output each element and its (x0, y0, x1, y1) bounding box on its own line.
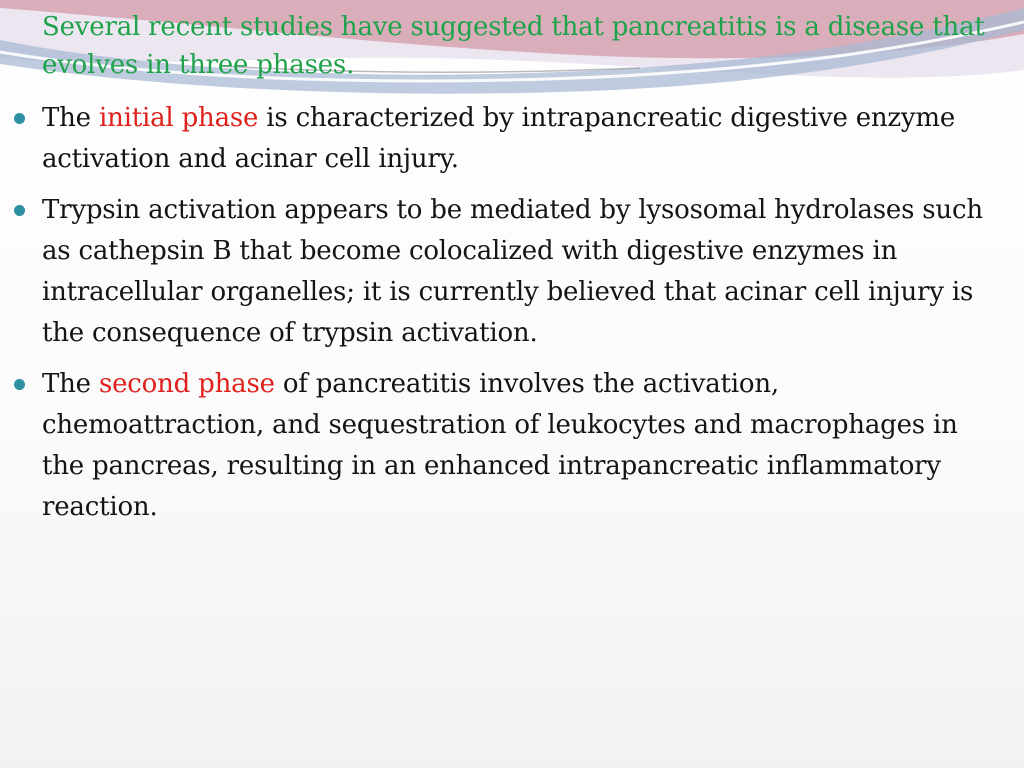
bullet-item-initial-phase (0, 98, 1024, 180)
slide-lead-text: Several recent studies have suggested that pancreatitis is a disease that evolves in three phases. (42, 12, 985, 80)
bullet-dot-icon (14, 379, 25, 390)
slide-content (0, 8, 1024, 538)
bullet-text-before: The (42, 369, 99, 399)
bullet-list (0, 98, 1024, 528)
bullet-text-after: is characterized by intrapancreatic digestive enzyme activation and acinar cell injury. (42, 103, 956, 174)
bullet-text-before: The (42, 103, 99, 133)
bullet-text-after: of pancreatitis involves the activation, chemoattraction, and sequestration of leukocytes and macrophages in the pancreas, resulting in an enhanced intrapancreatic inflammatory reaction. (42, 369, 958, 522)
highlight-second-phase: second phase (98, 369, 275, 399)
bullet-text: Trypsin activation appears to be mediated by lysosomal hydrolases such as cathepsin B that become colocalized with digestive enzymes in intracellular organelles; it is currently believed that acinar cell injury is the consequence of trypsin activation. (42, 195, 983, 348)
highlight-initial-phase: initial phase (98, 103, 259, 133)
bullet-item-trypsin-activation (0, 190, 1024, 354)
bullet-dot-icon (14, 205, 25, 216)
bullet-item-second-phase (0, 364, 1024, 528)
bullet-dot-icon (14, 113, 25, 124)
